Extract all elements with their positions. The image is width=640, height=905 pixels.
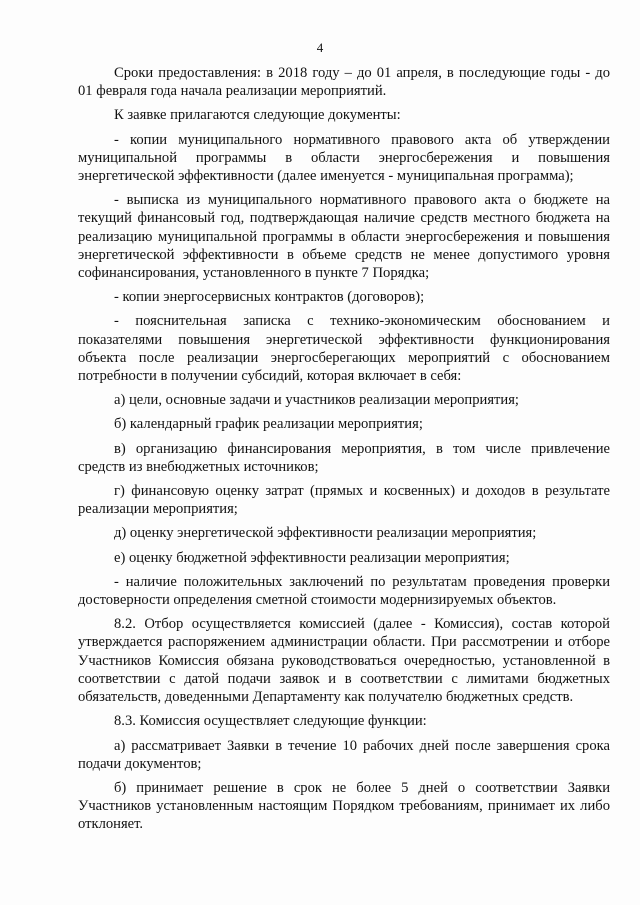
- paragraph-budget-extract: - выписка из муниципального нормативного правового акта о бюджете на текущий финансовый год, подтверждающая наличие средств местного бюджета на реализацию муниципальной программы в области энергосбережения и повышения энергетической эффективности в объеме средств не менее допустимого уровня софинансирования, установленного в пункте 7 Порядка;: [78, 192, 610, 282]
- list-item-a-goals: а) цели, основные задачи и участников реализации мероприятия;: [114, 392, 519, 409]
- paragraph-explanatory-note: - пояснительная записка с технико-экономическим обоснованием и показателями повышения энергетической эффективности функционирования объекта после реализации энергосберегающих мероприятий с обоснованием потребности в получении субсидий, которая включает в себя:: [78, 313, 610, 385]
- paragraph-deadlines: Сроки предоставления: в 2018 году – до 01 апреля, в последующие годы - до 01 февраля года начала реализации мероприятий.: [78, 65, 610, 100]
- list-item-b-schedule: б) календарный график реализации мероприятия;: [114, 416, 423, 433]
- paragraph-attachments-intro: К заявке прилагаются следующие документы:: [114, 107, 401, 124]
- list-item-b-decision: б) принимает решение в срок не более 5 дней о соответствии Заявки Участников установленным настоящим Порядком требованиям, принимает их либо отклоняет.: [78, 779, 610, 833]
- page-number: 4: [316, 40, 324, 55]
- list-item-v-financing: в) организацию финансирования мероприятия, в том числе привлечение средств из внебюджетных источников;: [78, 440, 610, 475]
- paragraph-energy-contracts: - копии энергосервисных контрактов (договоров);: [114, 289, 425, 306]
- list-item-e-budget-efficiency: е) оценку бюджетной эффективности реализации мероприятия;: [114, 549, 510, 566]
- list-item-d-energy-efficiency: д) оценку энергетической эффективности реализации мероприятия;: [114, 525, 537, 542]
- list-item-g-financial-assessment: г) финансовую оценку затрат (прямых и косвенных) и доходов в результате реализации мероприятия;: [78, 483, 610, 518]
- paragraph-section-8-2: 8.2. Отбор осуществляется комиссией (далее - Комиссия), состав которой утверждается распоряжением администрации области. При рассмотрении и отборе Участников Комиссия обязана руководствоваться очередностью, установленной в соответствии с датой подачи заявок и в соответствии с лимитами бюджетных обязательств, доведенными Департаменту как получателю бюджетных средств.: [78, 616, 610, 706]
- document-body: [78, 64, 610, 840]
- paragraph-positive-conclusions: - наличие положительных заключений по результатам проведения проверки достоверности определения сметной стоимости модернизируемых объектов.: [78, 573, 610, 609]
- paragraph-program-copies: - копии муниципального нормативного правового акта об утверждении муниципальной программы в области энергосбережения и повышения энергетической эффективности (далее именуется - муниципальная программа);: [78, 131, 610, 185]
- paragraph-section-8-3: 8.3. Комиссия осуществляет следующие функции:: [114, 713, 427, 730]
- list-item-a-review: а) рассматривает Заявки в течение 10 рабочих дней после завершения срока подачи документов;: [78, 737, 610, 772]
